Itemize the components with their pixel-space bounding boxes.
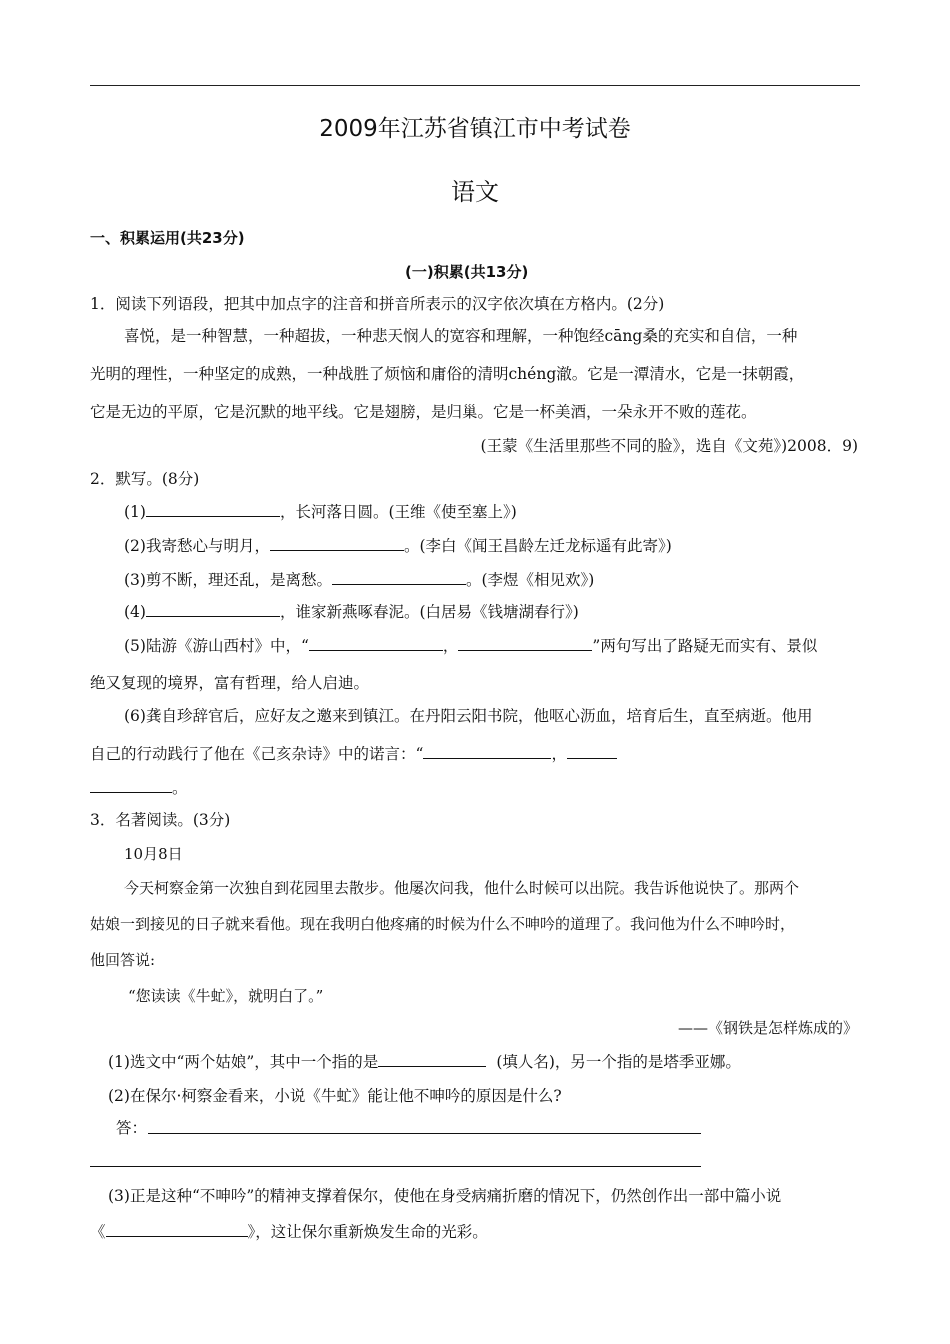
fill-blank[interactable]	[270, 536, 404, 551]
item-text: (1)选文中“两个姑娘”，其中一个指的是	[108, 1053, 379, 1071]
item-text: (3)剪不断，理还乱，是离愁。	[124, 571, 332, 589]
item-text: 》，这让保尔重新焕发生命的光彩。	[247, 1223, 488, 1241]
fill-blank[interactable]	[458, 636, 592, 651]
item-text: ，谁家新燕啄春泥。(白居易《钱塘湖春行》)	[279, 603, 579, 621]
q2-item-1	[124, 502, 517, 522]
item-text: ”两句写出了路疑无而实有、景似	[592, 637, 818, 655]
q3-prompt: 3．名著阅读。(3分)	[90, 811, 231, 829]
q2-item-6-end	[90, 778, 188, 798]
q3-sub-3-cont	[90, 1222, 488, 1242]
fill-blank[interactable]	[90, 778, 172, 793]
item-text: 《	[90, 1223, 106, 1241]
q2-prompt: 2．默写。(8分)	[90, 470, 200, 488]
sub-section-heading: (一)积累(共13分)	[405, 263, 529, 281]
q2-item-2	[124, 536, 672, 556]
q2-item-5-cont: 绝又复现的境界，富有哲理，给人启迪。	[90, 674, 370, 692]
item-text: ，	[442, 637, 459, 655]
q1-passage-line: 光明的理性，一种坚定的成熟，一种战胜了烦恼和庸俗的清明chéng澈。它是一潭清水，它是一抹朝霞，	[90, 365, 805, 383]
fill-blank[interactable]	[106, 1222, 248, 1237]
fill-blank[interactable]	[332, 570, 466, 585]
q3-sub-3: (3)正是这种“不呻吟”的精神支撑着保尔，使他在身受病痛折磨的情况下，仍然创作出一部中篇小说	[108, 1187, 782, 1205]
item-text: 。(李白《闻王昌龄左迁龙标遥有此寄》)	[403, 537, 672, 555]
section-heading: 一、积累运用(共23分)	[90, 229, 245, 247]
q1-passage-line: 它是无边的平原，它是沉默的地平线。它是翅膀，是归巢。它是一杯美酒，一朵永开不败的莲花。	[90, 403, 757, 421]
header-rule	[90, 85, 860, 86]
q2-item-6-cont	[90, 744, 617, 764]
q2-item-6: (6)龚自珍辞官后，应好友之邀来到镇江。在丹阳云阳书院，他呕心沥血，培育后生，直至病逝。他用	[124, 707, 813, 725]
q1-passage-line: 喜悦，是一种智慧，一种超拔，一种悲天悯人的宽容和理解，一种饱经cāng桑的充实和自信，一种	[124, 327, 798, 345]
q2-item-5	[124, 636, 817, 656]
q1-prompt: 1．阅读下列语段，把其中加点字的注音和拼音所表示的汉字依次填在方格内。(2分)	[90, 295, 665, 313]
fill-blank[interactable]	[309, 636, 443, 651]
item-text: (2)我寄愁心与明月，	[124, 537, 270, 555]
q2-item-4	[124, 602, 579, 622]
exam-title: 2009年江苏省镇江市中考试卷	[319, 116, 631, 142]
item-text: (5)陆游《游山西村》中，“	[124, 637, 309, 655]
item-number: (1)	[124, 503, 146, 521]
q3-source: ——《钢铁是怎样炼成的》	[677, 1019, 858, 1037]
answer-label: 答：	[116, 1119, 148, 1137]
item-number: (4)	[124, 603, 146, 621]
q2-item-3	[124, 570, 594, 590]
fill-blank[interactable]	[423, 744, 551, 759]
item-text: ，	[551, 745, 567, 763]
answer-line[interactable]	[148, 1133, 701, 1134]
q3-passage-line: 今天柯察金第一次独自到花园里去散步。他屡次问我，他什么时候可以出院。我告诉他说快了。那两个	[124, 879, 800, 897]
q3-date: 10月8日	[124, 845, 183, 863]
q3-sub-2: (2)在保尔·柯察金看来，小说《牛虻》能让他不呻吟的原因是什么?	[108, 1087, 562, 1105]
item-text: ，长河落日圆。(王维《使至塞上》)	[279, 503, 517, 521]
answer-line[interactable]	[90, 1166, 701, 1167]
q3-quote: “您读读《牛虻》，就明白了。”	[128, 987, 324, 1005]
fill-blank[interactable]	[146, 502, 280, 517]
q3-sub-1	[108, 1052, 741, 1072]
item-text: 自己的行动践行了他在《己亥杂诗》中的诺言：“	[90, 745, 424, 763]
fill-blank[interactable]	[567, 744, 617, 759]
fill-blank[interactable]	[146, 602, 280, 617]
item-text: (填人名)，另一个指的是塔季亚娜。	[496, 1053, 741, 1071]
item-text: 。(李煜《相见欢》)	[465, 571, 595, 589]
q1-source: (王蒙《生活里那些不同的脸》，选自《文苑》)2008．9)	[480, 437, 858, 455]
subject-title: 语文	[451, 178, 499, 206]
fill-blank[interactable]	[378, 1052, 486, 1067]
item-text: 。	[172, 779, 188, 797]
q3-passage-line: 他回答说:	[90, 951, 156, 969]
q3-passage-line: 姑娘一到接见的日子就来看他。现在我明白他疼痛的时候为什么不呻吟的道理了。我问他为什么不呻吟时，	[90, 915, 796, 933]
